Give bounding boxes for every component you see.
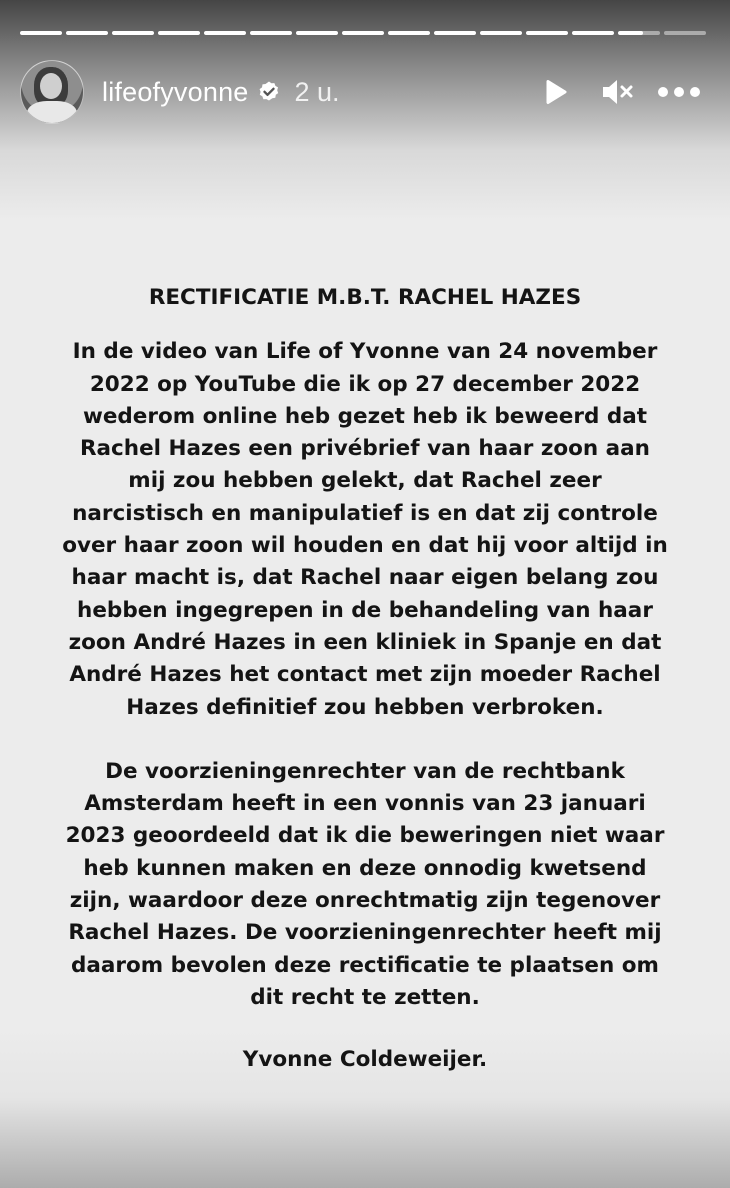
progress-segment [572, 31, 614, 35]
paragraph-2 [66, 756, 665, 1014]
progress-segment [480, 31, 522, 35]
verified-badge-icon [257, 80, 281, 104]
post-time: 2 u. [294, 76, 340, 107]
progress-segment [296, 31, 338, 35]
mute-icon [600, 77, 634, 107]
progress-segment [526, 31, 568, 35]
progress-segment [388, 31, 430, 35]
paragraph-line: Hazes definitief zou hebben verbroken. [126, 694, 604, 720]
more-icon [657, 86, 701, 98]
paragraph-1 [62, 336, 668, 724]
paragraph-line: dit recht te zetten. [250, 984, 480, 1010]
signature: Yvonne Coldeweijer. [242, 1047, 488, 1073]
progress-segment [204, 31, 246, 35]
paragraph-line: Rachel Hazes een privébrief van haar zoon aan [79, 436, 650, 462]
paragraph-line: haar macht is, dat Rachel naar eigen belang zou [71, 565, 659, 591]
paragraph-line: daarom bevolen deze rectificatie te plaatsen om [71, 952, 659, 978]
paragraph-line: André Hazes het contact met zijn moeder Rachel [69, 662, 661, 688]
paragraph-line: De voorzieningenrechter van de rechtbank [105, 758, 625, 784]
paragraph-line: In de video van Life of Yvonne van 24 november [72, 339, 658, 365]
paragraph-line: zijn, waardoor deze onrechtmatig zijn tegenover [69, 888, 661, 914]
paragraph-line: Rachel Hazes. De voorzieningenrechter heeft mij [68, 920, 662, 946]
progress-segment [66, 31, 108, 35]
progress-segment [434, 31, 476, 35]
story-text-content [0, 282, 730, 1077]
mute-button[interactable] [586, 72, 648, 112]
progress-segment [158, 31, 200, 35]
progress-segment [20, 31, 62, 35]
play-icon [540, 77, 570, 107]
paragraph-line: wederom online heb gezet heb ik beweerd dat [82, 403, 647, 429]
more-options-button[interactable] [648, 72, 710, 112]
paragraph-line: narcistisch en manipulatief is en dat zij controle [72, 500, 658, 526]
paragraph-line: Amsterdam heeft in een vonnis van 23 januari [84, 791, 646, 817]
story-progress-bar [20, 31, 706, 35]
story-header [20, 60, 710, 124]
paragraph-line: heb kunnen maken en deze onnodig kwetsend [83, 855, 647, 881]
paragraph-line: mij zou hebben gelekt, dat Rachel zeer [128, 468, 602, 494]
progress-segment [618, 31, 660, 35]
progress-segment [342, 31, 384, 35]
progress-segment [664, 31, 706, 35]
progress-segment [112, 31, 154, 35]
avatar[interactable] [20, 60, 84, 124]
progress-segment [250, 31, 292, 35]
paragraph-line: hebben ingegrepen in de behandeling van haar [77, 597, 653, 623]
play-button[interactable] [524, 72, 586, 112]
paragraph-line: zoon André Hazes in een kliniek in Spanje en dat [68, 629, 662, 655]
paragraph-line: over haar zoon wil houden en dat hij voor altijd in [62, 533, 668, 559]
paragraph-line: 2023 geoordeeld dat ik die beweringen niet waar [65, 823, 665, 849]
paragraph-line: 2022 op YouTube die ik op 27 december 2022 [89, 371, 641, 397]
username[interactable]: lifeofyvonne [102, 76, 249, 107]
statement-title: RECTIFICATIE M.B.T. RACHEL HAZES [148, 285, 582, 310]
